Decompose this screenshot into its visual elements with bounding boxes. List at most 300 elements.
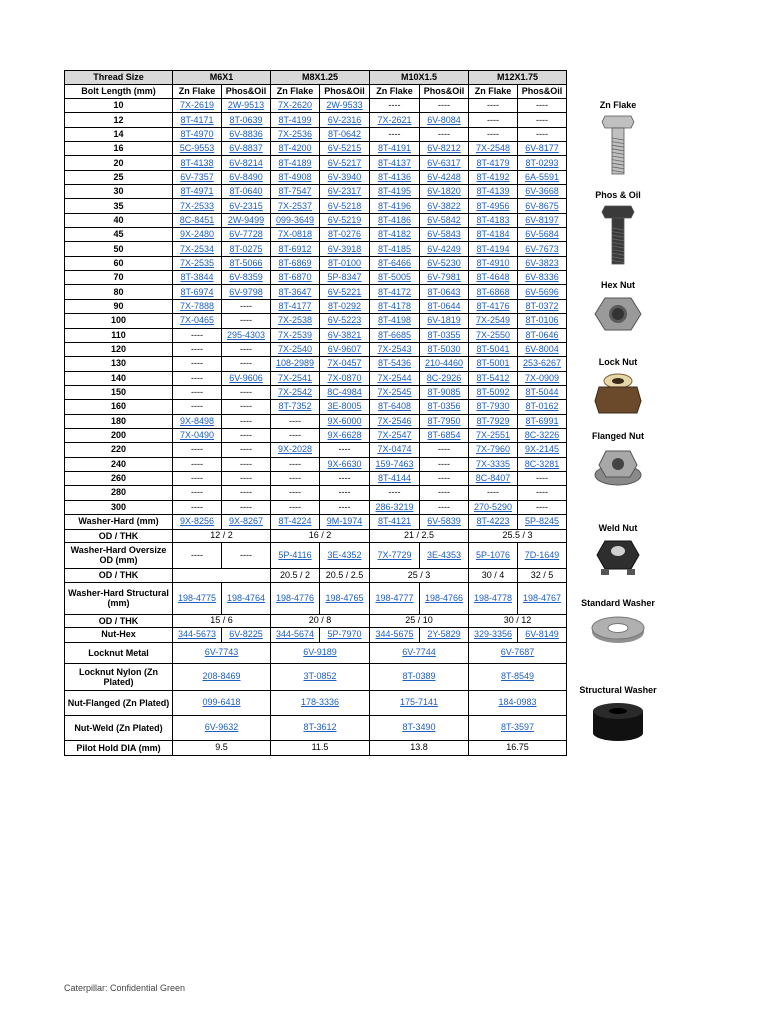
size-m10: M10X1.5 (370, 71, 469, 85)
empty-cell: ---- (518, 127, 567, 141)
part-number-link[interactable]: 6V-7357 (173, 170, 222, 184)
part-number-link[interactable]: 8T-4177 (271, 299, 320, 313)
part-number-link[interactable]: 8T-0644 (420, 299, 469, 313)
part-number-link[interactable]: 3T-0852 (271, 663, 370, 690)
part-number-link[interactable]: 6V-3918 (320, 242, 370, 256)
part-number-link[interactable]: 8T-6869 (271, 256, 320, 270)
part-number-link[interactable]: 198-4764 (222, 582, 271, 614)
value-cell: 16.75 (469, 740, 567, 755)
row-label: Nut-Weld (Zn Plated) (65, 715, 173, 740)
part-number-link[interactable]: 8T-8549 (469, 663, 567, 690)
part-number-link[interactable]: 8C-4984 (320, 385, 370, 399)
empty-cell: ---- (518, 113, 567, 127)
part-number-link[interactable]: 8T-4192 (469, 170, 518, 184)
part-number-link[interactable]: 8T-0389 (370, 663, 469, 690)
empty-cell: ---- (518, 99, 567, 113)
part-number-link[interactable]: 7X-7729 (370, 542, 420, 568)
part-number-link[interactable]: 6V-1820 (420, 185, 469, 199)
part-number-link[interactable]: 8T-4184 (469, 228, 518, 242)
part-number-link[interactable]: 6V-5218 (320, 199, 370, 213)
bolt-row (65, 371, 567, 385)
bolt-length: 50 (65, 242, 173, 256)
part-number-link[interactable]: 9X-8256 (173, 514, 222, 529)
part-number-link[interactable]: 7X-2535 (173, 256, 222, 270)
part-number-link[interactable]: 6V-5219 (320, 213, 370, 227)
part-number-link[interactable]: 7X-2550 (469, 328, 518, 342)
empty-cell: ---- (222, 299, 271, 313)
part-number-link[interactable]: 8T-4144 (370, 471, 420, 485)
part-number-link[interactable]: 208-8469 (173, 663, 271, 690)
part-number-link[interactable]: 9X-2145 (518, 443, 567, 457)
part-number-link[interactable]: 6V-8212 (420, 142, 469, 156)
part-number-link[interactable]: 2Y-5829 (420, 627, 469, 642)
flanged-nut-icon (575, 445, 661, 487)
part-number-link[interactable]: 8T-5030 (420, 342, 469, 356)
part-number-link[interactable]: 8T-0293 (518, 156, 567, 170)
part-number-link[interactable]: 8T-6685 (370, 328, 420, 342)
empty-cell: ---- (320, 486, 370, 500)
part-number-link[interactable]: 6V-4249 (420, 242, 469, 256)
empty-cell: ---- (420, 443, 469, 457)
part-number-link[interactable]: 6V-9607 (320, 342, 370, 356)
part-number-link[interactable]: 8T-6854 (420, 428, 469, 442)
part-number-link[interactable]: 6V-7673 (518, 242, 567, 256)
empty-cell: ---- (420, 457, 469, 471)
row-label: Locknut Nylon (Zn Plated) (65, 663, 173, 690)
part-number-link[interactable]: 7X-2542 (271, 385, 320, 399)
part-number-link[interactable]: 8T-7930 (469, 400, 518, 414)
part-number-link[interactable]: 6V-2316 (320, 113, 370, 127)
bolt-row (65, 127, 567, 141)
part-number-link[interactable]: 295-4303 (222, 328, 271, 342)
part-number-link[interactable]: 178-3336 (271, 690, 370, 715)
part-number-link[interactable]: 7X-2544 (370, 371, 420, 385)
part-number-link[interactable]: 8T-4182 (370, 228, 420, 242)
part-number-link[interactable]: 7X-2543 (370, 342, 420, 356)
part-number-link[interactable]: 6V-3823 (518, 256, 567, 270)
part-number-link[interactable]: 7X-2620 (271, 99, 320, 113)
part-number-link[interactable]: 8T-3647 (271, 285, 320, 299)
bolt-row (65, 170, 567, 184)
part-number-link[interactable]: 344-5675 (370, 627, 420, 642)
part-number-link[interactable]: 2W-9513 (222, 99, 271, 113)
bolt-length: 45 (65, 228, 173, 242)
part-number-link[interactable]: 8T-4191 (370, 142, 420, 156)
part-number-link[interactable]: 198-4778 (469, 582, 518, 614)
bolt-length: 300 (65, 500, 173, 514)
bolt-row (65, 342, 567, 356)
finish-header: Zn Flake (173, 85, 222, 99)
bolt-length: 25 (65, 170, 173, 184)
part-number-link[interactable]: 198-4767 (518, 582, 567, 614)
part-number-link[interactable]: 9X-6630 (320, 457, 370, 471)
part-number-link[interactable]: 6V-8836 (222, 127, 271, 141)
bolt-row (65, 400, 567, 414)
empty-cell: ---- (370, 486, 420, 500)
empty-cell: ---- (320, 500, 370, 514)
part-number-link[interactable]: 6V-3668 (518, 185, 567, 199)
zn-flake-caption: Zn Flake (599, 100, 637, 110)
value-cell: 20.5 / 2 (271, 568, 320, 582)
part-number-link[interactable]: 6V-5217 (320, 156, 370, 170)
part-number-link[interactable]: 8T-6991 (518, 414, 567, 428)
part-number-link[interactable]: 8T-0292 (320, 299, 370, 313)
part-number-link[interactable]: 175-7141 (370, 690, 469, 715)
part-number-link[interactable]: 7D-1649 (518, 542, 567, 568)
part-number-link[interactable]: 6V-9606 (222, 371, 271, 385)
bolt-length: 130 (65, 357, 173, 371)
value-cell: 15 / 6 (173, 614, 271, 627)
part-number-link[interactable]: 8T-0276 (320, 228, 370, 242)
part-number-link[interactable]: 108-2989 (271, 357, 320, 371)
empty-cell: ---- (271, 428, 320, 442)
row-label: OD / THK (65, 614, 173, 627)
part-number-link[interactable]: 7X-2538 (271, 314, 320, 328)
size-m12: M12X1.75 (469, 71, 567, 85)
part-number-link[interactable]: 7X-2539 (271, 328, 320, 342)
part-number-link[interactable]: 8T-4196 (370, 199, 420, 213)
part-number-link[interactable]: 8T-4971 (173, 185, 222, 199)
part-number-link[interactable]: 8T-5041 (469, 342, 518, 356)
part-number-link[interactable]: 9M-1974 (320, 514, 370, 529)
thread-size-row (65, 71, 567, 85)
finish-row (65, 85, 567, 99)
part-number-link[interactable]: 8T-4121 (370, 514, 420, 529)
part-number-link[interactable]: 6V-8675 (518, 199, 567, 213)
part-number-link[interactable]: 184-0983 (469, 690, 567, 715)
bolt-length: 90 (65, 299, 173, 313)
structural-washer-icon (575, 699, 661, 743)
part-number-link[interactable]: 8T-7950 (420, 414, 469, 428)
part-number-link[interactable]: 7X-0909 (518, 371, 567, 385)
part-number-link[interactable]: 7X-2547 (370, 428, 420, 442)
part-number-link[interactable]: 5P-8245 (518, 514, 567, 529)
part-number-link[interactable]: 7X-2533 (173, 199, 222, 213)
empty-cell: ---- (320, 443, 370, 457)
part-number-link[interactable]: 7X-3335 (469, 457, 518, 471)
part-number-link[interactable]: 099-6418 (173, 690, 271, 715)
part-number-link[interactable]: 8T-4172 (370, 285, 420, 299)
part-number-link[interactable]: 159-7463 (370, 457, 420, 471)
part-number-link[interactable]: 5P-1076 (469, 542, 518, 568)
part-number-link[interactable]: 6V-1819 (420, 314, 469, 328)
part-number-link[interactable]: 8T-6870 (271, 271, 320, 285)
part-number-link[interactable]: 8T-5005 (370, 271, 420, 285)
part-number-link[interactable]: 8T-0106 (518, 314, 567, 328)
part-number-link[interactable]: 344-5674 (271, 627, 320, 642)
part-number-link[interactable]: 8T-5001 (469, 357, 518, 371)
part-number-link[interactable]: 7X-2551 (469, 428, 518, 442)
bolt-length: 35 (65, 199, 173, 213)
part-number-link[interactable]: 6V-2317 (320, 185, 370, 199)
part-number-link[interactable]: 7X-7960 (469, 443, 518, 457)
part-number-link[interactable]: 3E-8005 (320, 400, 370, 414)
part-number-link[interactable]: 8T-4171 (173, 113, 222, 127)
part-number-link[interactable]: 8T-4195 (370, 185, 420, 199)
part-number-link[interactable]: 8T-6912 (271, 242, 320, 256)
part-number-link[interactable]: 6V-2315 (222, 199, 271, 213)
empty-cell: ---- (173, 542, 222, 568)
part-number-link[interactable]: 6V-5843 (420, 228, 469, 242)
part-number-link[interactable]: 6V-8004 (518, 342, 567, 356)
part-number-link[interactable]: 253-6267 (518, 357, 567, 371)
empty-cell: ---- (173, 471, 222, 485)
part-number-link[interactable]: 8T-4136 (370, 170, 420, 184)
part-number-link[interactable]: 6V-4248 (420, 170, 469, 184)
part-number-link[interactable]: 8T-4648 (469, 271, 518, 285)
bolt-row (65, 113, 567, 127)
part-number-link[interactable]: 8T-4139 (469, 185, 518, 199)
part-number-link[interactable]: 9X-2480 (173, 228, 222, 242)
empty-cell: ---- (420, 471, 469, 485)
bolt-length: 12 (65, 113, 173, 127)
part-number-link[interactable]: 7X-2548 (469, 142, 518, 156)
part-number-link[interactable]: 8T-4223 (469, 514, 518, 529)
part-number-link[interactable]: 7X-0457 (320, 357, 370, 371)
structural-washer-panel (575, 685, 661, 743)
part-number-link[interactable]: 7X-2549 (469, 314, 518, 328)
row-label: Washer-Hard (mm) (65, 514, 173, 529)
part-number-link[interactable]: 8T-4185 (370, 242, 420, 256)
part-number-link[interactable]: 3E-4353 (420, 542, 469, 568)
footer-classification: Caterpillar: Confidential Green (64, 983, 186, 993)
part-number-link[interactable]: 6V-8177 (518, 142, 567, 156)
part-number-link[interactable]: 7X-2540 (271, 342, 320, 356)
part-number-link[interactable]: 210-4460 (420, 357, 469, 371)
part-number-link[interactable]: 7X-0465 (173, 314, 222, 328)
part-number-link[interactable]: 8T-7352 (271, 400, 320, 414)
flanged-nut-caption: Flanged Nut (592, 431, 644, 441)
part-number-link[interactable]: 7X-2619 (173, 99, 222, 113)
empty-cell: ---- (469, 113, 518, 127)
part-number-link[interactable]: 8T-4910 (469, 256, 518, 270)
part-number-link[interactable]: 7X-2537 (271, 199, 320, 213)
part-number-link[interactable]: 9X-6000 (320, 414, 370, 428)
part-number-link[interactable]: 3E-4352 (320, 542, 370, 568)
part-number-link[interactable]: 8T-0646 (518, 328, 567, 342)
part-number-link[interactable]: 6V-8214 (222, 156, 271, 170)
part-number-link[interactable]: 8C-2926 (420, 371, 469, 385)
part-number-link[interactable]: 6V-8084 (420, 113, 469, 127)
part-number-link[interactable]: 8T-5412 (469, 371, 518, 385)
locknut-nylon-row (65, 663, 567, 690)
bolt-row (65, 314, 567, 328)
part-number-link[interactable]: 6V-8197 (518, 213, 567, 227)
part-number-link[interactable]: 8T-0372 (518, 299, 567, 313)
row-label: OD / THK (65, 568, 173, 582)
part-number-link[interactable]: 6V-9798 (222, 285, 271, 299)
standard-washer-caption: Standard Washer (581, 598, 655, 608)
part-number-link[interactable]: 8T-0642 (320, 127, 370, 141)
part-number-link[interactable]: 6V-7981 (420, 271, 469, 285)
part-number-link[interactable]: 6V-5215 (320, 142, 370, 156)
part-number-link[interactable]: 9X-6628 (320, 428, 370, 442)
part-number-link[interactable]: 8T-4179 (469, 156, 518, 170)
part-number-link[interactable]: 8T-0100 (320, 256, 370, 270)
part-number-link[interactable]: 7X-0474 (370, 443, 420, 457)
part-number-link[interactable]: 329-3356 (469, 627, 518, 642)
empty-cell: ---- (420, 486, 469, 500)
part-number-link[interactable]: 8T-4198 (370, 314, 420, 328)
part-number-link[interactable]: 6V-8359 (222, 271, 271, 285)
part-number-link[interactable]: 8T-5044 (518, 385, 567, 399)
part-number-link[interactable]: 8T-4970 (173, 127, 222, 141)
part-number-link[interactable]: 6V-8490 (222, 170, 271, 184)
part-number-link[interactable]: 6V-5839 (420, 514, 469, 529)
part-number-link[interactable]: 6V-5223 (320, 314, 370, 328)
finish-header: Zn Flake (469, 85, 518, 99)
part-number-link[interactable]: 8T-0643 (420, 285, 469, 299)
part-number-link[interactable]: 6V-8149 (518, 627, 567, 642)
part-number-link[interactable]: 7X-7888 (173, 299, 222, 313)
part-number-link[interactable]: 7X-2534 (173, 242, 222, 256)
part-number-link[interactable]: 8T-4183 (469, 213, 518, 227)
empty-cell: ---- (469, 127, 518, 141)
value-cell: 30 / 12 (469, 614, 567, 627)
part-number-link[interactable]: 6V-7687 (469, 642, 567, 663)
part-number-link[interactable]: 8T-4138 (173, 156, 222, 170)
part-number-link[interactable]: 6V-3940 (320, 170, 370, 184)
part-number-link[interactable]: 6V-9189 (271, 642, 370, 663)
empty-cell: ---- (271, 414, 320, 428)
part-number-link[interactable]: 8C-3226 (518, 428, 567, 442)
bolt-row (65, 500, 567, 514)
part-number-link[interactable]: 6V-8225 (222, 627, 271, 642)
part-number-link[interactable]: 8T-5092 (469, 385, 518, 399)
bolt-icon (575, 114, 661, 176)
part-number-link[interactable]: 8T-0640 (222, 185, 271, 199)
part-number-link[interactable]: 6V-8837 (222, 142, 271, 156)
part-number-link[interactable]: 6V-3822 (420, 199, 469, 213)
part-number-link[interactable]: 8T-4956 (469, 199, 518, 213)
empty-cell: ---- (173, 342, 222, 356)
part-number-link[interactable]: 8T-5066 (222, 256, 271, 270)
part-number-link[interactable]: 6V-3821 (320, 328, 370, 342)
part-number-link[interactable]: 5P-8347 (320, 271, 370, 285)
part-number-link[interactable]: 198-4777 (370, 582, 420, 614)
part-number-link[interactable]: 8T-7547 (271, 185, 320, 199)
part-number-link[interactable]: 2W-9533 (320, 99, 370, 113)
part-number-link[interactable]: 6V-6317 (420, 156, 469, 170)
part-number-link[interactable]: 9X-8267 (222, 514, 271, 529)
fastener-table (64, 70, 567, 756)
part-number-link[interactable]: 8T-4200 (271, 142, 320, 156)
part-number-link[interactable]: 8T-0355 (420, 328, 469, 342)
part-number-link[interactable]: 8T-3597 (469, 715, 567, 740)
part-number-link[interactable]: 8T-4194 (469, 242, 518, 256)
part-number-link[interactable]: 2W-9499 (222, 213, 271, 227)
part-number-link[interactable]: 8T-4178 (370, 299, 420, 313)
part-number-link[interactable]: 6V-5684 (518, 228, 567, 242)
bolt-length: 30 (65, 185, 173, 199)
part-number-link[interactable]: 198-4776 (271, 582, 320, 614)
part-number-link[interactable]: 8T-4224 (271, 514, 320, 529)
part-number-link[interactable]: 6V-8336 (518, 271, 567, 285)
part-number-link[interactable]: 8T-7929 (469, 414, 518, 428)
part-number-link[interactable]: 7X-2621 (370, 113, 420, 127)
empty-cell: ---- (173, 328, 222, 342)
part-number-link[interactable]: 8T-5436 (370, 357, 420, 371)
part-number-link[interactable]: 8T-4189 (271, 156, 320, 170)
part-number-link[interactable]: 8T-0275 (222, 242, 271, 256)
part-number-link[interactable]: 270-5290 (469, 500, 518, 514)
bolt-row (65, 299, 567, 313)
hex-nut-panel (575, 280, 661, 334)
part-number-link[interactable]: 8T-0356 (420, 400, 469, 414)
standard-washer-panel (575, 598, 661, 646)
part-number-link[interactable]: 8T-6868 (469, 285, 518, 299)
part-number-link[interactable]: 9X-2028 (271, 443, 320, 457)
part-number-link[interactable]: 6V-7743 (173, 642, 271, 663)
part-number-link[interactable]: 7X-0818 (271, 228, 320, 242)
part-number-link[interactable]: 6A-5591 (518, 170, 567, 184)
part-number-link[interactable]: 8T-6974 (173, 285, 222, 299)
part-number-link[interactable]: 8T-0162 (518, 400, 567, 414)
part-number-link[interactable]: 7X-2546 (370, 414, 420, 428)
part-number-link[interactable]: 6V-7728 (222, 228, 271, 242)
empty-cell: ---- (420, 99, 469, 113)
part-number-link[interactable]: 7X-0870 (320, 371, 370, 385)
part-number-link[interactable]: 8T-4186 (370, 213, 420, 227)
part-number-link[interactable]: 8T-4199 (271, 113, 320, 127)
bolt-row (65, 199, 567, 213)
part-number-link[interactable]: 6V-5696 (518, 285, 567, 299)
part-number-link[interactable]: 198-4765 (320, 582, 370, 614)
bolt-length: 14 (65, 127, 173, 141)
zn-flake-panel (575, 100, 661, 176)
part-number-link[interactable]: 6V-9632 (173, 715, 271, 740)
part-number-link[interactable]: 6V-7744 (370, 642, 469, 663)
structural-washer-caption: Structural Washer (579, 685, 657, 695)
part-number-link[interactable]: 8T-3490 (370, 715, 469, 740)
value-cell: 21 / 2.5 (370, 529, 469, 542)
part-number-link[interactable]: 8C-8407 (469, 471, 518, 485)
part-number-link[interactable]: 9X-8498 (173, 414, 222, 428)
part-number-link[interactable]: 8T-4908 (271, 170, 320, 184)
part-number-link[interactable]: 6V-5230 (420, 256, 469, 270)
part-number-link[interactable]: 8T-3612 (271, 715, 370, 740)
part-number-link[interactable]: 5C-9553 (173, 142, 222, 156)
part-number-link[interactable]: 099-3649 (271, 213, 320, 227)
part-number-link[interactable]: 8T-6466 (370, 256, 420, 270)
part-number-link[interactable]: 198-4775 (173, 582, 222, 614)
part-number-link[interactable]: 8C-3281 (518, 457, 567, 471)
empty-cell: ---- (173, 457, 222, 471)
empty-cell: ---- (222, 471, 271, 485)
part-number-link[interactable]: 5P-7970 (320, 627, 370, 642)
part-number-link[interactable]: 7X-2536 (271, 127, 320, 141)
part-number-link[interactable]: 8T-4137 (370, 156, 420, 170)
part-number-link[interactable]: 5P-4116 (271, 542, 320, 568)
part-number-link[interactable]: 7X-2545 (370, 385, 420, 399)
finish-header: Phos&Oil (518, 85, 567, 99)
part-number-link[interactable]: 6V-5221 (320, 285, 370, 299)
part-number-link[interactable]: 8T-6408 (370, 400, 420, 414)
part-number-link[interactable]: 7X-2541 (271, 371, 320, 385)
part-number-link[interactable]: 198-4766 (420, 582, 469, 614)
part-number-link[interactable]: 8C-8451 (173, 213, 222, 227)
part-number-link[interactable]: 8T-4176 (469, 299, 518, 313)
finish-header: Zn Flake (271, 85, 320, 99)
part-number-link[interactable]: 344-5673 (173, 627, 222, 642)
bolt-row (65, 385, 567, 399)
part-number-link[interactable]: 6V-5842 (420, 213, 469, 227)
part-number-link[interactable]: 7X-0490 (173, 428, 222, 442)
part-number-link[interactable]: 286-3219 (370, 500, 420, 514)
part-number-link[interactable]: 8T-0639 (222, 113, 271, 127)
part-number-link[interactable]: 8T-9085 (420, 385, 469, 399)
part-number-link[interactable]: 8T-3844 (173, 271, 222, 285)
